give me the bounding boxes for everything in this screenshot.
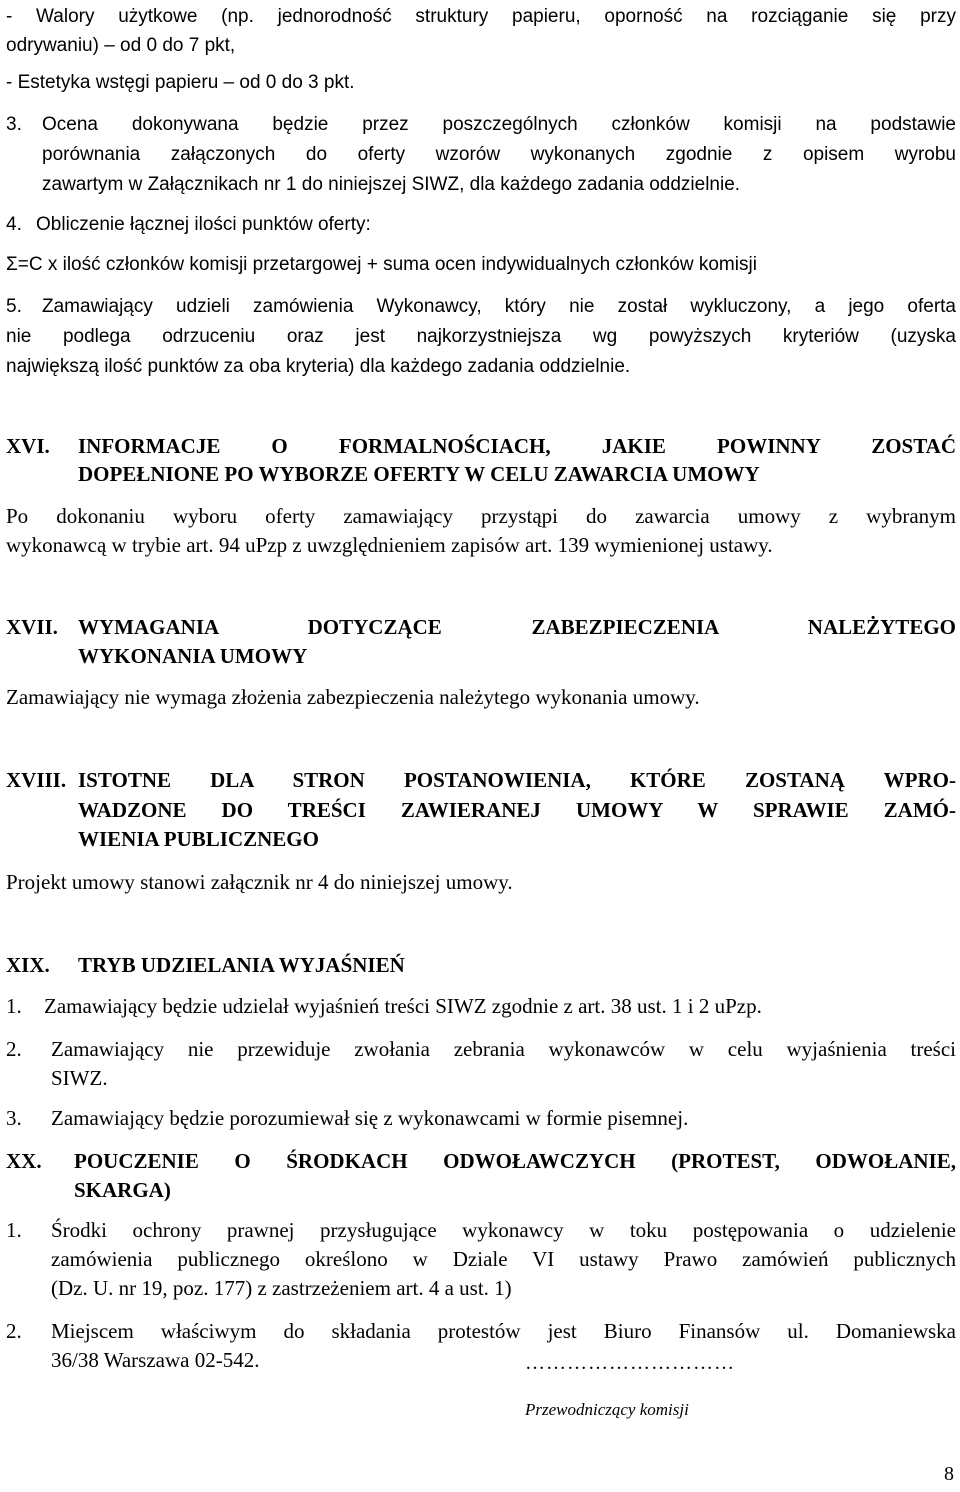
section-xvi-title-2: DOPEŁNIONE PO WYBORZE OFERTY W CELU ZAWARCIA UMOWY	[78, 462, 760, 486]
item-number: 2.	[6, 1319, 22, 1343]
section-xx-title-1: POUCZENIE O ŚRODKACH ODWOŁAWCZYCH (PROTEST, ODWOŁANIE,	[74, 1149, 956, 1173]
section-xviii-title-2: WADZONE DO TREŚCI ZAWIERANEJ UMOWY W SPRAWIE ZAMÓ-	[78, 798, 956, 822]
item-number: 5.	[6, 296, 22, 317]
item-number: 4.	[6, 214, 22, 235]
criteria-walory-cont: odrywaniu) – od 0 do 7 pkt,	[6, 35, 236, 56]
page-number: 8	[944, 1463, 954, 1485]
section-xix-title: TRYB UDZIELANIA WYJAŚNIEŃ	[78, 953, 405, 977]
section-xvi-body-2: wykonawcą w trybie art. 94 uPzp z uwzględnieniem zapisów art. 139 wymienionej ustawy.	[6, 533, 773, 557]
xix-item-1-text: Zamawiający będzie udzielał wyjaśnień treści SIWZ zgodnie z art. 38 ust. 1 i 2 uPzp.	[44, 994, 762, 1018]
xx-item-2-line-1: Miejscem właściwym do składania protestów jest Biuro Finansów ul. Domaniewska	[51, 1319, 956, 1343]
formula: Σ=C x ilość członków komisji przetargowej + suma ocen indywidualnych członków komisji	[6, 254, 757, 275]
item-3-line-3: zawartym w Załącznikach nr 1 do niniejszej SIWZ, dla każdego zadania oddzielnie.	[42, 174, 741, 195]
section-number: XIX.	[6, 953, 50, 977]
xx-item-1-line-1: Środki ochrony prawnej przysługujące wykonawcy w toku postępowania o udzielenie	[51, 1218, 956, 1242]
xix-item-3-text: Zamawiający będzie porozumiewał się z wykonawcami w formie pisemnej.	[51, 1106, 689, 1130]
section-number: XVII.	[6, 615, 58, 639]
criteria-estetyka: - Estetyka wstęgi papieru – od 0 do 3 pkt.	[6, 72, 355, 93]
item-number: 1.	[6, 994, 22, 1018]
section-xx-title-2: SKARGA)	[74, 1178, 171, 1202]
section-number: XVIII.	[6, 768, 67, 792]
item-number: 3.	[6, 114, 22, 135]
xx-item-2-line-2: 36/38 Warszawa 02-542.	[51, 1348, 260, 1372]
item-3-line-1: Ocena dokonywana będzie przez poszczególnych członków komisji na podstawie	[42, 114, 956, 135]
item-number: 2.	[6, 1037, 22, 1061]
criteria-walory: - Walory użytkowe (np. jednorodność struktury papieru, oporność na rozciąganie się przy	[6, 6, 956, 27]
section-xviii-title-3: WIENIA PUBLICZNEGO	[78, 827, 319, 851]
item-5-line-2: nie podlega odrzuceniu oraz jest najkorzystniejsza wg powyższych kryteriów (uzyska	[6, 326, 956, 347]
item-5-line-1: Zamawiający udzieli zamówienia Wykonawcy, który nie został wykluczony, a jego oferta	[42, 296, 956, 317]
signature-line: …………………………	[525, 1352, 735, 1374]
section-xvi-body-1: Po dokonaniu wyboru oferty zamawiający przystąpi do zawarcia umowy z wybranym	[6, 504, 956, 528]
section-number: XX.	[6, 1149, 42, 1173]
section-number: XVI.	[6, 434, 50, 458]
xx-item-1-line-2: zamówienia publicznego określono w Dziale VI ustawy Prawo zamówień publicznych	[51, 1247, 956, 1271]
signature-label: Przewodniczący komisji	[525, 1400, 689, 1419]
xix-item-2-line-2: SIWZ.	[51, 1066, 108, 1090]
item-5-line-3: największą ilość punktów za oba kryteria) dla każdego zadania oddzielnie.	[6, 356, 631, 377]
item-number: 3.	[6, 1106, 22, 1130]
section-xviii-title-1: ISTOTNE DLA STRON POSTANOWIENIA, KTÓRE ZOSTANĄ WPRO-	[78, 768, 956, 792]
xx-item-1-line-3: (Dz. U. nr 19, poz. 177) z zastrzeżeniem art. 4 a ust. 1)	[51, 1276, 512, 1300]
item-4-line-1: Obliczenie łącznej ilości punktów oferty:	[36, 214, 371, 235]
section-xvii-title-1: WYMAGANIA DOTYCZĄCE ZABEZPIECZENIA NALEŻYTEGO	[78, 615, 956, 639]
section-xvi-title-1: INFORMACJE O FORMALNOŚCIACH, JAKIE POWINNY ZOSTAĆ	[78, 434, 956, 458]
xix-item-2-line-1: Zamawiający nie przewiduje zwołania zebrania wykonawców w celu wyjaśnienia treści	[51, 1037, 956, 1061]
item-number: 1.	[6, 1218, 22, 1242]
section-xviii-body: Projekt umowy stanowi załącznik nr 4 do niniejszej umowy.	[6, 870, 513, 894]
section-xvii-title-2: WYKONANIA UMOWY	[78, 644, 308, 668]
item-3-line-2: porównania załączonych do oferty wzorów wykonanych zgodnie z opisem wyrobu	[42, 144, 956, 165]
section-xvii-body: Zamawiający nie wymaga złożenia zabezpieczenia należytego wykonania umowy.	[6, 685, 700, 709]
